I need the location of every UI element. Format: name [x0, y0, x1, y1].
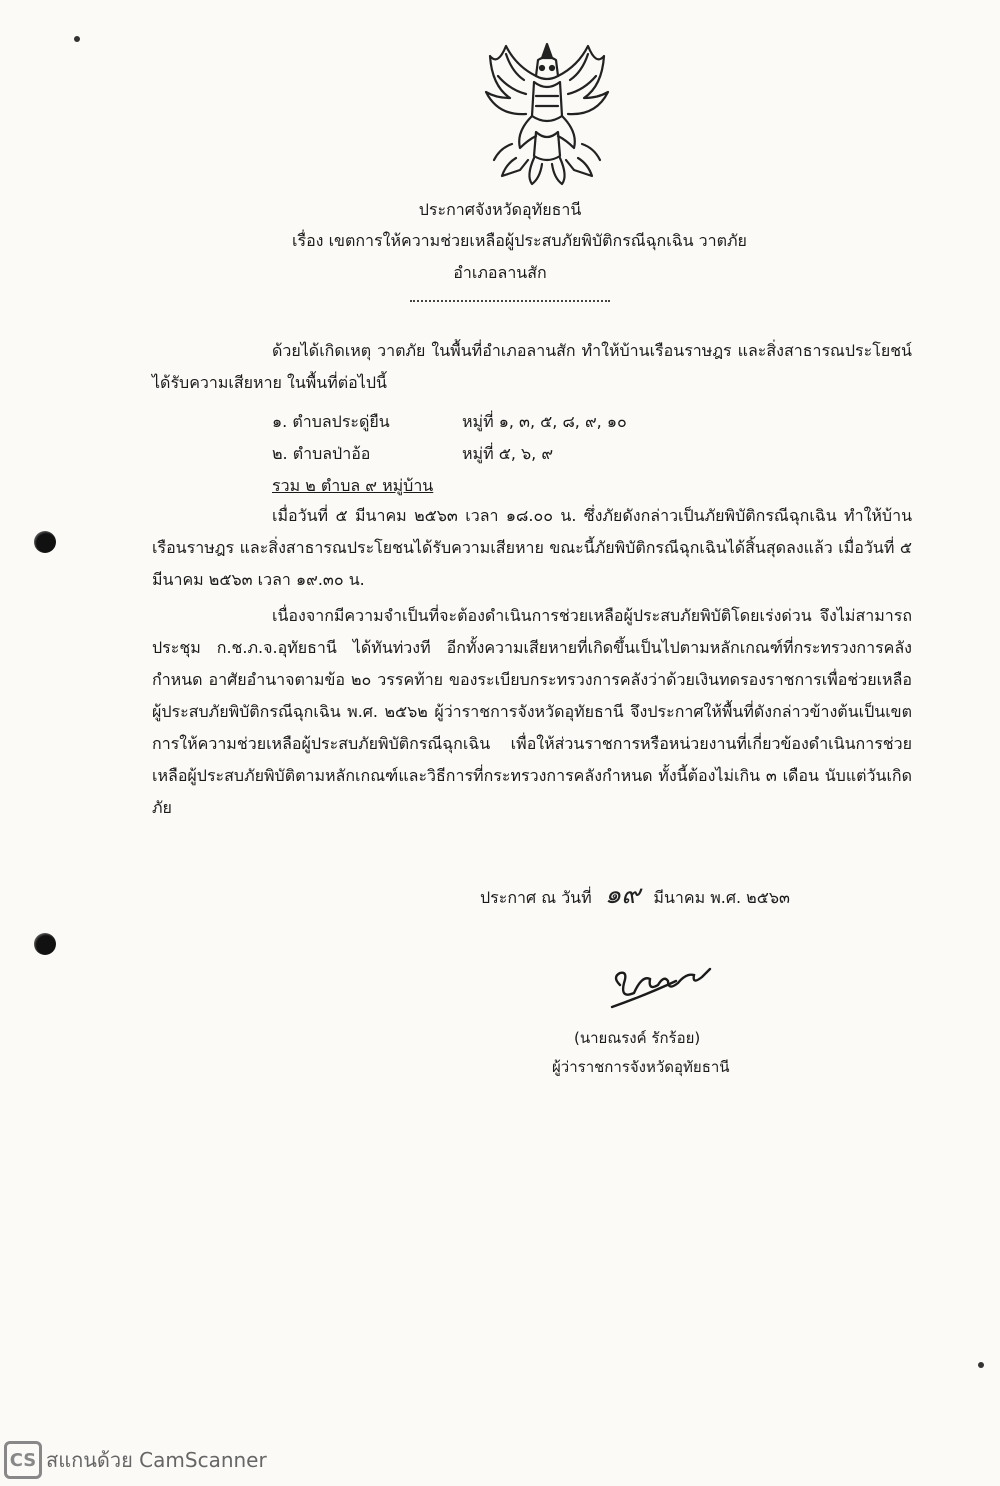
announcement-title: ประกาศจังหวัดอุทัยธานี — [418, 200, 582, 219]
signatory-position: ผู้ว่าราชการจังหวัดอุทัยธานี — [552, 1058, 730, 1076]
announce-day-handwritten: ๑๙ — [604, 880, 641, 910]
paragraph-date: เมื่อวันที่ ๕ มีนาคม ๒๕๖๓ เวลา ๑๘.๐๐ น. ซึ่งภัยดังกล่าวเป็นภัยพิบัติกรณีฉุกเฉิน ทำให้บ้านเรือนราษฎร และสิ่งสาธารณประโยชนได้รับความเสียหาย ขณะนี้ภัยพิบัติกรณีฉุกเฉินได้สิ้นสุดลงแล้ว เมื่อวันที่ ๕ มีนาคม ๒๕๖๓ เวลา ๑๙.๓๐ น. — [152, 506, 912, 589]
announcement-subject: เรื่อง เขตการให้ความช่วยเหลือผู้ประสบภัยพิบัติกรณีฉุกเฉิน วาตภัย — [292, 231, 747, 250]
camscanner-logo-icon: CS — [4, 1441, 42, 1479]
scanner-watermark-text: สแกนด้วย CamScanner — [46, 1448, 267, 1472]
dotted-divider — [410, 300, 610, 302]
scan-speck — [978, 1362, 984, 1368]
area-villages-1: หมู่ที่ ๑, ๓, ๕, ๘, ๙, ๑๐ — [462, 412, 627, 431]
announcement-district: อำเภอลานสัก — [453, 263, 547, 282]
garuda-emblem-icon — [476, 36, 618, 188]
punch-hole — [34, 933, 56, 955]
punch-hole — [34, 531, 56, 553]
handwritten-signature — [606, 945, 716, 1015]
area-total: รวม ๒ ตำบล ๙ หมู่บ้าน — [272, 476, 434, 495]
scan-speck — [74, 36, 80, 42]
area-villages-2: หมู่ที่ ๕, ๖, ๙ — [462, 444, 554, 463]
area-subdistrict-2: ๒. ตำบลป่าอ้อ — [272, 444, 371, 463]
announce-date — [480, 874, 790, 915]
signatory-name: (นายณรงค์ รักร้อย) — [574, 1029, 701, 1047]
announce-month-year: มีนาคม พ.ศ. ๒๕๖๓ — [653, 888, 790, 907]
scanner-watermark — [4, 1440, 267, 1480]
announce-prefix: ประกาศ ณ วันที่ — [480, 888, 592, 907]
area-subdistrict-1: ๑. ตำบลประดู่ยืน — [272, 412, 390, 431]
paragraph-authority: เนื่องจากมีความจำเป็นที่จะต้องดำเนินการช่วยเหลือผู้ประสบภัยพิบัติโดยเร่งด่วน จึงไม่สามารถประชุม ก.ช.ภ.จ.อุทัยธานี ได้ทันท่วงที อีกทั้งความเสียหายที่เกิดขึ้นเป็นไปตามหลักเกณฑ์ที่กระทรวงการคลังกำหนด อาศัยอำนาจตามข้อ ๒๐ วรรคท้าย ของระเบียบกระทรวงการคลังว่าด้วยเงินทดรองราชการเพื่อช่วยเหลือผู้ประสบภัยพิบัติกรณีฉุกเฉิน พ.ศ. ๒๕๖๒ ผู้ว่าราชการจังหวัดอุทัยธานี จึงประกาศให้พื้นที่ดังกล่าวข้างต้นเป็นเขตการให้ความช่วยเหลือผู้ประสบภัยพิบัติกรณีฉุกเฉิน เพื่อให้ส่วนราชการหรือหน่วยงานที่เกี่ยวข้องดำเนินการช่วยเหลือผู้ประสบภัยพิบัติตามหลักเกณฑ์และวิธีการที่กระทรวงการคลังกำหนด ทั้งนี้ต้องไม่เกิน ๓ เดือน นับแต่วันเกิดภัย — [152, 606, 912, 817]
paragraph-incident: ด้วยได้เกิดเหตุ วาตภัย ในพื้นที่อำเภอลานสัก ทำให้บ้านเรือนราษฎร และสิ่งสาธารณประโยชน์ได้รับความเสียหาย ในพื้นที่ต่อไปนี้ — [152, 341, 912, 392]
